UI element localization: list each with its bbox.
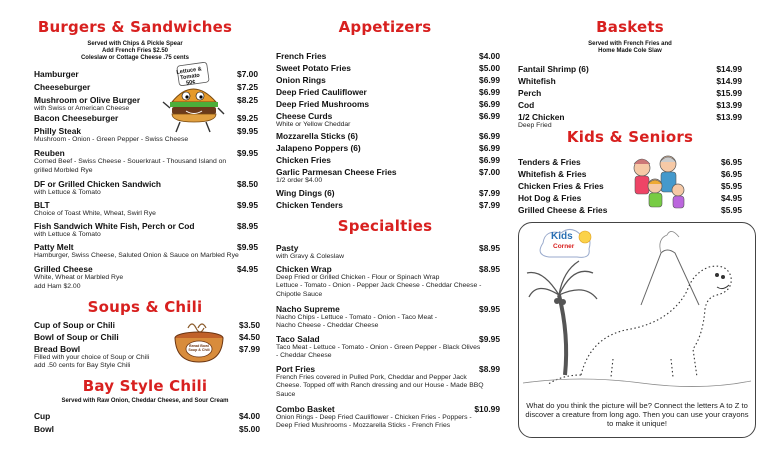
basket-item-name: Fantail Shrimp (6) <box>518 64 589 74</box>
appetizer-item-price: $4.00 <box>479 51 500 61</box>
burger-item-name: Hamburger <box>34 69 79 79</box>
specialty-item-desc: Cheese. Topped off with Ranch dressing and our House - Made BBQ <box>276 382 484 390</box>
burgers-sub-2: Add French Fries $2.50 <box>101 48 169 54</box>
lettuce-tomato-badge: Lettuce & Tomato 50¢ <box>176 66 203 87</box>
activity-panel <box>518 222 756 438</box>
basket-item-name: 1/2 Chicken <box>518 112 565 122</box>
specialty-item-name: Chicken Wrap <box>276 264 332 274</box>
burgers-heading: Burgers & Sandwiches <box>37 18 233 36</box>
burger-item-price: $8.25 <box>237 95 258 105</box>
burger-item-name: Fish Sandwich White Fish, Perch or Cod <box>34 221 195 231</box>
basket-item-price: $13.99 <box>716 112 742 122</box>
specialties-heading: Specialties <box>337 217 433 235</box>
soups-heading: Soups & Chili <box>87 298 203 316</box>
kids-corner-logo-sub: Corner <box>553 243 575 250</box>
basket-item-name: Cod <box>518 100 535 110</box>
kids-item-price: $4.95 <box>721 193 742 203</box>
kids-item-name: Grilled Cheese & Fries <box>518 205 608 215</box>
specialty-item-desc: - Cheddar Cheese <box>276 352 332 360</box>
bread-bowl-note: add .50 cents for Bay Style Chili <box>34 362 131 369</box>
burger-item-price: $4.95 <box>237 264 258 274</box>
baskets-heading: Baskets <box>596 18 664 36</box>
burger-item-desc: Corned Beef - Swiss Cheese - Souerkraut - Thousand Island on <box>34 158 227 165</box>
basket-item-price: $15.99 <box>716 88 742 98</box>
specialty-item-name: Taco Salad <box>276 334 320 344</box>
soup-item-name: Cup of Soup or Chili <box>34 320 115 330</box>
burger-item-desc: with Swiss or American Cheese <box>34 105 130 112</box>
appetizer-item-price: $6.99 <box>479 87 500 97</box>
appetizer-item-name: Mozzarella Sticks (6) <box>276 131 358 141</box>
specialty-item-name: Pasty <box>276 243 299 253</box>
burger-item-desc: White, Wheat or Marbled Rye <box>34 274 124 281</box>
activity-instructions: What do you think the picture will be? Connect the letters A to Z to discover a creature from long ago. Then you can use your crayons to make it unique! <box>525 401 749 428</box>
appetizer-item-name: Jalapeno Poppers (6) <box>276 143 361 153</box>
bread-bowl-icon <box>172 318 226 366</box>
appetizers-heading: Appetizers <box>338 18 432 36</box>
burger-item-desc: with Lettuce & Tomato <box>34 231 101 238</box>
specialty-item-price: $8.99 <box>479 364 500 374</box>
specialty-item-price: $9.95 <box>479 304 500 314</box>
soup-item-price: $7.99 <box>239 344 260 354</box>
kids-corner-logo: Kids <box>551 231 573 242</box>
appetizer-item-name: Wing Dings (6) <box>276 188 335 198</box>
burger-item-name: DF or Grilled Chicken Sandwich <box>34 179 162 189</box>
appetizer-item-price: $7.99 <box>479 200 500 210</box>
burger-item-price: $9.95 <box>237 242 258 252</box>
burger-item-name: Bacon Cheeseburger <box>34 113 119 123</box>
bay-chili-item-name: Cup <box>34 411 51 421</box>
appetizer-item-price: $7.99 <box>479 188 500 198</box>
burgers-sub-3: Coleslaw or Cottage Cheese .75 cents <box>80 55 190 61</box>
appetizer-item-price: $6.99 <box>479 99 500 109</box>
burger-item-desc: add Ham $2.00 <box>34 282 81 290</box>
burger-item-price: $8.95 <box>237 221 258 231</box>
specialty-item-desc: Sauce <box>276 390 296 398</box>
appetizer-item-name: Chicken Tenders <box>276 200 343 210</box>
appetizer-item-price: $6.99 <box>479 155 500 165</box>
kids-item-name: Hot Dog & Fries <box>518 193 582 203</box>
specialty-item-price: $9.95 <box>479 334 500 344</box>
appetizer-item-desc: 1/2 order $4.00 <box>276 177 323 184</box>
kids-item-price: $5.95 <box>721 205 742 215</box>
appetizer-item-price: $6.99 <box>479 75 500 85</box>
burger-item-name: Patty Melt <box>34 242 74 252</box>
appetizer-item-name: Cheese Curds <box>276 111 333 121</box>
burger-item-desc: Choice of Toast White, Wheat, Swirl Rye <box>34 210 156 217</box>
burgers-sub-1: Served with Chips & Pickle Spear <box>87 41 183 47</box>
basket-item-name: Whitefish <box>518 76 556 86</box>
burger-item-price: $9.25 <box>237 113 258 123</box>
appetizer-item-price: $7.00 <box>479 167 500 177</box>
basket-item-price: $14.99 <box>716 64 742 74</box>
appetizer-item-name: French Fries <box>276 51 327 61</box>
bay-chili-item-price: $4.00 <box>239 411 260 421</box>
appetizer-item-price: $6.99 <box>479 143 500 153</box>
burger-item-name: BLT <box>34 200 50 210</box>
bay-chili-sub: Served with Raw Onion, Cheddar Cheese, and Sour Cream <box>61 398 229 404</box>
burger-item-name: Reuben <box>34 148 65 158</box>
burger-item-price: $9.95 <box>237 148 258 158</box>
specialty-item-price: $10.99 <box>474 404 500 414</box>
specialty-item-name: Nacho Supreme <box>276 304 340 314</box>
baskets-sub-2: Home Made Cole Slaw <box>598 48 662 54</box>
dot-to-dot-dinosaur-icon <box>521 225 753 401</box>
burger-item-price: $7.00 <box>237 69 258 79</box>
kids-heading: Kids & Seniors <box>566 128 694 146</box>
kids-item-name: Whitefish & Fries <box>518 169 587 179</box>
bay-chili-item-name: Bowl <box>34 424 55 434</box>
burger-item-desc: grilled Morbled Rye <box>34 166 93 174</box>
specialty-item-desc: Nacho Cheese - Cheddar Cheese <box>276 322 379 330</box>
appetizer-item-price: $5.00 <box>479 63 500 73</box>
soup-item-name: Bowl of Soup or Chili <box>34 332 119 342</box>
specialty-item-desc: Deep Fried or Grilled Chicken - Flour or Spinach Wrap <box>276 274 440 281</box>
specialty-item-desc: French Fries covered in Pulled Pork, Cheddar and Pepper Jack <box>276 374 467 381</box>
appetizer-item-name: Garlic Parmesan Cheese Fries <box>276 167 397 177</box>
kids-item-name: Tenders & Fries <box>518 157 581 167</box>
bay-chili-heading: Bay Style Chili <box>82 377 208 395</box>
kids-item-price: $5.95 <box>721 181 742 191</box>
specialty-item-price: $8.95 <box>479 243 500 253</box>
kids-item-price: $6.95 <box>721 169 742 179</box>
burger-item-price: $8.50 <box>237 179 258 189</box>
specialty-item-name: Combo Basket <box>276 404 335 414</box>
basket-item-desc: Deep Fried <box>518 122 552 129</box>
burger-item-price: $7.25 <box>237 82 258 92</box>
basket-item-price: $14.99 <box>716 76 742 86</box>
specialty-item-desc: Taco Meat - Lettuce - Tomato - Onion - Green Pepper - Black Olives <box>276 344 481 351</box>
burger-item-desc: Mushroom - Onion - Green Pepper - Swiss Cheese <box>34 136 189 143</box>
specialty-item-desc: Nacho Chips - Lettuce - Tomato - Onion - Taco Meat - <box>276 314 438 321</box>
bread-bowl-note: Filled with your choice of Soup or Chili <box>34 354 150 361</box>
specialty-item-desc: Deep Fried Mushrooms - Mozzarella Sticks - French Fries <box>276 422 451 430</box>
specialty-item-name: Port Fries <box>276 364 316 374</box>
appetizer-item-name: Deep Fried Cauliflower <box>276 87 367 97</box>
burger-item-name: Philly Steak <box>34 126 82 136</box>
specialty-item-price: $8.95 <box>479 264 500 274</box>
burger-item-desc: Hamburger, Swiss Cheese, Saluted Onion & Sauce on Marbled Rye <box>34 252 239 259</box>
baskets-sub-1: Served with French Fries and <box>588 41 672 47</box>
appetizer-item-name: Sweet Potato Fries <box>276 63 351 73</box>
specialty-item-desc: Onion Rings - Deep Fried Cauliflower - Chicken Fries - Poppers - <box>276 414 472 421</box>
burger-item-name: Cheeseburger <box>34 82 91 92</box>
specialty-item-desc: with Gravy & Coleslaw <box>276 253 344 260</box>
appetizer-item-name: Onion Rings <box>276 75 326 85</box>
appetizer-item-name: Deep Fried Mushrooms <box>276 99 370 109</box>
bay-chili-item-price: $5.00 <box>239 424 260 434</box>
burger-item-desc: with Lettuce & Tomato <box>34 189 101 196</box>
kids-item-price: $6.95 <box>721 157 742 167</box>
burger-item-price: $9.95 <box>237 200 258 210</box>
kids-family-icon <box>628 150 686 210</box>
burger-item-price: $9.95 <box>237 126 258 136</box>
kids-item-name: Chicken Fries & Fries <box>518 181 604 191</box>
burger-item-name: Grilled Cheese <box>34 264 93 274</box>
soup-item-price: $4.50 <box>239 332 260 342</box>
specialty-item-desc: Chipotle Sauce <box>276 290 323 298</box>
basket-item-price: $13.99 <box>716 100 742 110</box>
bread-bowl-label: Bread Bowl Soup & Chili <box>188 344 210 352</box>
appetizer-item-name: Chicken Fries <box>276 155 331 165</box>
appetizer-item-price: $6.99 <box>479 131 500 141</box>
appetizer-item-desc: White or Yellow Cheddar <box>276 121 351 128</box>
appetizer-item-price: $6.99 <box>479 111 500 121</box>
specialty-item-desc: Lettuce - Tomato - Onion - Pepper Jack Cheese - Cheddar Cheese - <box>276 282 482 290</box>
basket-item-name: Perch <box>518 88 542 98</box>
soup-item-name: Bread Bowl <box>34 344 81 354</box>
burger-item-name: Mushroom or Olive Burger <box>34 95 141 105</box>
soup-item-price: $3.50 <box>239 320 260 330</box>
